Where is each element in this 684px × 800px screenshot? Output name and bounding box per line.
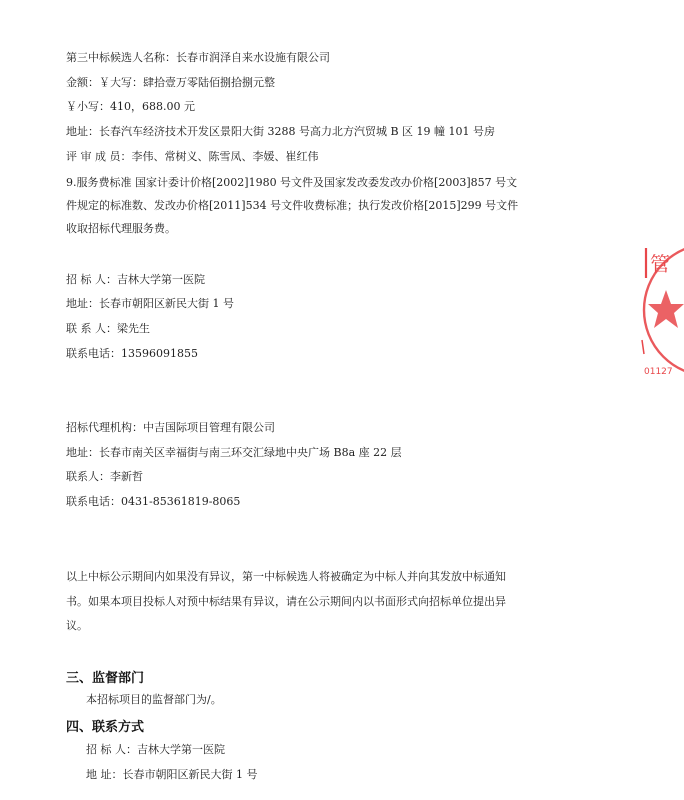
section3-text: 本招标项目的监督部门为/。: [86, 693, 222, 706]
winner3-reviewers: 评 审 成 员：李伟、常树义、陈雪凤、李媛、崔红伟: [66, 150, 319, 163]
section4-tenderer: 招 标 人：吉林大学第一医院: [86, 743, 225, 756]
agency-contact: 联系人：李新哲: [66, 470, 143, 483]
seal-number: 01127: [644, 367, 673, 377]
notice-line1: 以上中标公示期间内如果没有异议，第一中标候选人将被确定为中标人并向其发放中标通知: [66, 570, 506, 583]
service-fee-line2: 件规定的标准数、发改办价格[2011]534 号文件收费标准；执行发改价格[2015]299 号文件: [66, 199, 519, 212]
seal-char: 管: [650, 252, 670, 276]
winner3-amount-upper: 金额：￥大写：肆拾壹万零陆佰捌拾捌元整: [66, 76, 275, 89]
section4-address: 地 址：长春市朝阳区新民大街 1 号: [86, 768, 258, 781]
tenderer-address: 地址：长春市朝阳区新民大街 1 号: [66, 297, 234, 310]
agency-phone: 联系电话：0431-85361819-8065: [66, 495, 241, 508]
notice-line2: 书。如果本项目投标人对预中标结果有异议，请在公示期间内以书面形式向招标单位提出异: [66, 595, 506, 608]
section4-heading: 四、联系方式: [66, 720, 145, 735]
tenderer-contact: 联 系 人：梁先生: [66, 322, 150, 335]
agency-address: 地址：长春市南关区幸福街与南三环交汇绿地中央广场 B8a 座 22 层: [66, 446, 402, 459]
notice-line3: 议。: [66, 619, 88, 632]
winner3-address: 地址：长春汽车经济技术开发区景阳大街 3288 号高力北方汽贸城 B 区 19 幢 101 号房: [66, 125, 496, 138]
section3-heading: 三、监督部门: [66, 671, 145, 686]
winner3-name: 第三中标候选人名称：长春市润泽自来水设施有限公司: [66, 51, 330, 64]
winner3-amount-lower: ￥小写：410，688.00 元: [66, 100, 195, 113]
service-fee-line1: 9.服务费标准 国家计委计价格[2002]1980 号文件及国家发改委发改办价格[2003]857 号文: [66, 176, 518, 189]
tenderer-phone: 联系电话：13596091855: [66, 347, 198, 360]
agency-name: 招标代理机构：中吉国际项目管理有限公司: [66, 421, 275, 434]
service-fee-line3: 收取招标代理服务费。: [66, 222, 176, 235]
tenderer-name: 招 标 人：吉林大学第一医院: [66, 273, 205, 286]
official-seal: [640, 238, 684, 383]
